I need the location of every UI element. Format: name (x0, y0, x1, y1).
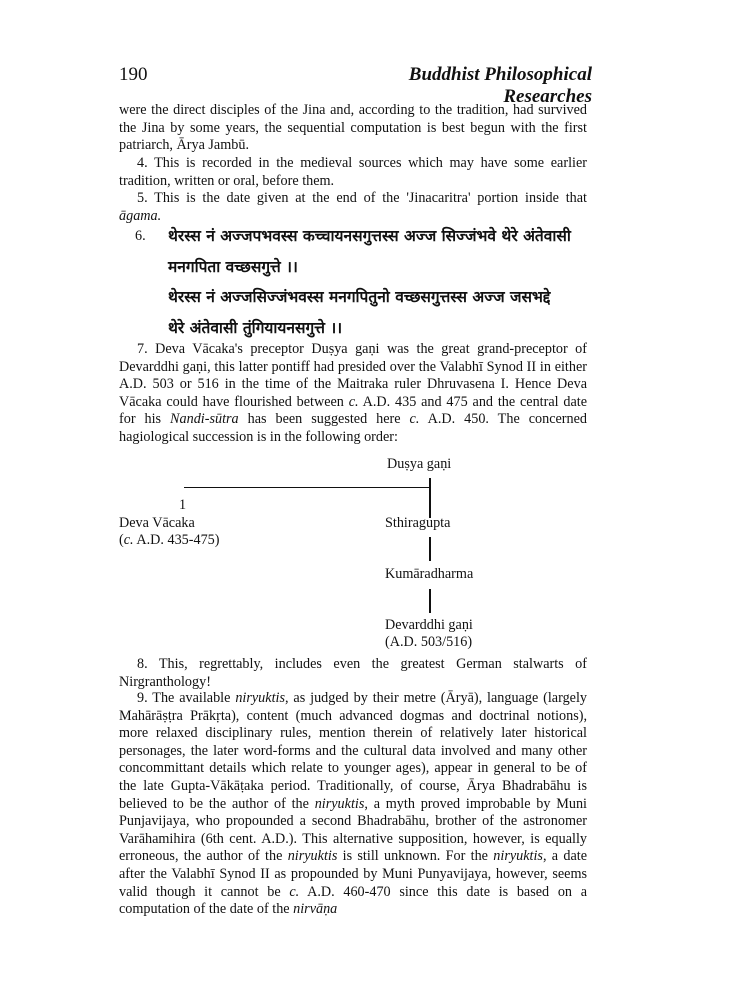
note-9 (119, 690, 587, 919)
note-7-part2: A.D. 435 and 475 and the central date for his (119, 393, 588, 428)
note-7-part1: 7. Deva Vācaka's preceptor Duṣya gaṇi was the great grand-preceptor of Devarddhi gaṇi, this latter pontiff had presided over the Valabhī Synod II in either A.D. 503 or 516 in the time of the Maitraka ruler Dhruvasena I. Hence Deva Vācaka could have flourished between (119, 341, 587, 410)
note-9-a: 9. The available (137, 690, 231, 706)
verse-line: थेरस्स नं अज्जपभवस्स कच्चायनसगुत्तस्स अज्ज सिज्जंभवे थेरे अंतेवासी (168, 227, 571, 245)
note-4: 4. This is recorded in the medieval sources which may have some earlier tradition, written or oral, before them. (119, 155, 587, 189)
note-9-c: , a myth proved improbable by Muni Punjavijaya, who propounded a second Bhadrabāhu, brother of the astronomer Varāhamihira (6th cent. A.D.). This alternative supposition, however, is equally erroneous, the author of the (119, 795, 588, 865)
tree-connector (429, 478, 431, 518)
tree-node-kumaradharma: Kumāradharma (385, 566, 474, 582)
note-9-f: A.D. 460-470 since this date is based on a computation of the date of the (119, 883, 588, 918)
note-5-italic: āgama. (119, 207, 162, 224)
niryuktis-term: niryuktis (314, 795, 365, 812)
circa: c. (348, 393, 359, 410)
verse-line: मनगपिता वच्छसगुत्ते ।। (168, 257, 298, 276)
niryuktis-term: niryuktis (493, 848, 543, 865)
tree-node-deva-vacaka: Deva Vācaka (119, 515, 195, 531)
tree-node-devarddhi: Devarddhi gaṇi (385, 617, 473, 633)
date: A.D. 435-475) (136, 532, 220, 548)
note-5-text: 5. This is the date given at the end of the 'Jinacaritra' portion inside that (137, 190, 587, 206)
note-5 (119, 190, 587, 225)
nandi-sutra-title: Nandi-sūtra (170, 411, 239, 428)
note-6-number: 6. (135, 228, 146, 244)
note-9-b: , as judged by their metre (Āryā), language (largely Mahārāṣṭra Prākṛta), content (much advanced dogmas and doctrinal notions), more relaxed disciplinary rules, mention therein of relatively later historical personages, the later word-forms and the cultural data involved and many other concommittant details which relate to younger ages), appear in general to be of the late Gupta-Vākāṭaka period. Traditionally, of course, Ārya Bhadrabāhu is believed to be the author of the (119, 690, 587, 812)
tree-node-deva-vacaka-date (119, 531, 220, 549)
paragraph-continuation: were the direct disciples of the Jina and, according to the tradition, had survived the Jina by some years, the sequential computation is best begun with the first patriarch, Ārya Jambū. (119, 102, 587, 154)
sanskrit-verse (168, 221, 571, 343)
nirvana-term: nirvāṇa (293, 901, 338, 918)
note-7-part4: A.D. 450. The concerned hagiological succession is in the following order: (119, 411, 587, 445)
circa: c. (123, 532, 134, 548)
note-7-part3: has been suggested here (247, 411, 401, 428)
tree-node-dusya: Duṣya gaṇi (387, 456, 452, 472)
paren: ( (119, 532, 124, 548)
tree-left-mark: 1 (179, 497, 187, 513)
tree-connector (429, 589, 431, 613)
niryuktis-term: niryuktis (235, 690, 285, 706)
note-9-e: , a date after the Valabhī Synod II as propounded by Muni Punyavijaya, however, seems valid though it cannot be (119, 848, 588, 900)
tree-connector (429, 537, 431, 561)
note-7 (119, 341, 587, 447)
tree-horizontal-line (184, 487, 430, 488)
page-number: 190 (119, 64, 148, 85)
niryuktis-term: niryuktis (287, 848, 338, 865)
running-title: Buddhist Philosophical Researches (408, 64, 592, 107)
circa: c. (289, 883, 300, 900)
tree-node-sthiragupta: Sthiragupta (385, 515, 451, 531)
verse-line: थेरस्स नं अज्जसिज्जंभवस्स मनगपितुनो वच्छसगुत्तस्स अज्ज जसभद्दे (168, 288, 551, 306)
tree-node-devarddhi-date: (A.D. 503/516) (385, 634, 473, 650)
note-8: 8. This, regrettably, includes even the greatest German stalwarts of Nirgranthology! (119, 656, 587, 690)
circa: c. (409, 411, 420, 428)
verse-line: थेरे अंतेवासी तुंगियायनसगुत्ते ।। (168, 318, 343, 337)
note-9-d: is still unknown. For the (342, 848, 488, 865)
